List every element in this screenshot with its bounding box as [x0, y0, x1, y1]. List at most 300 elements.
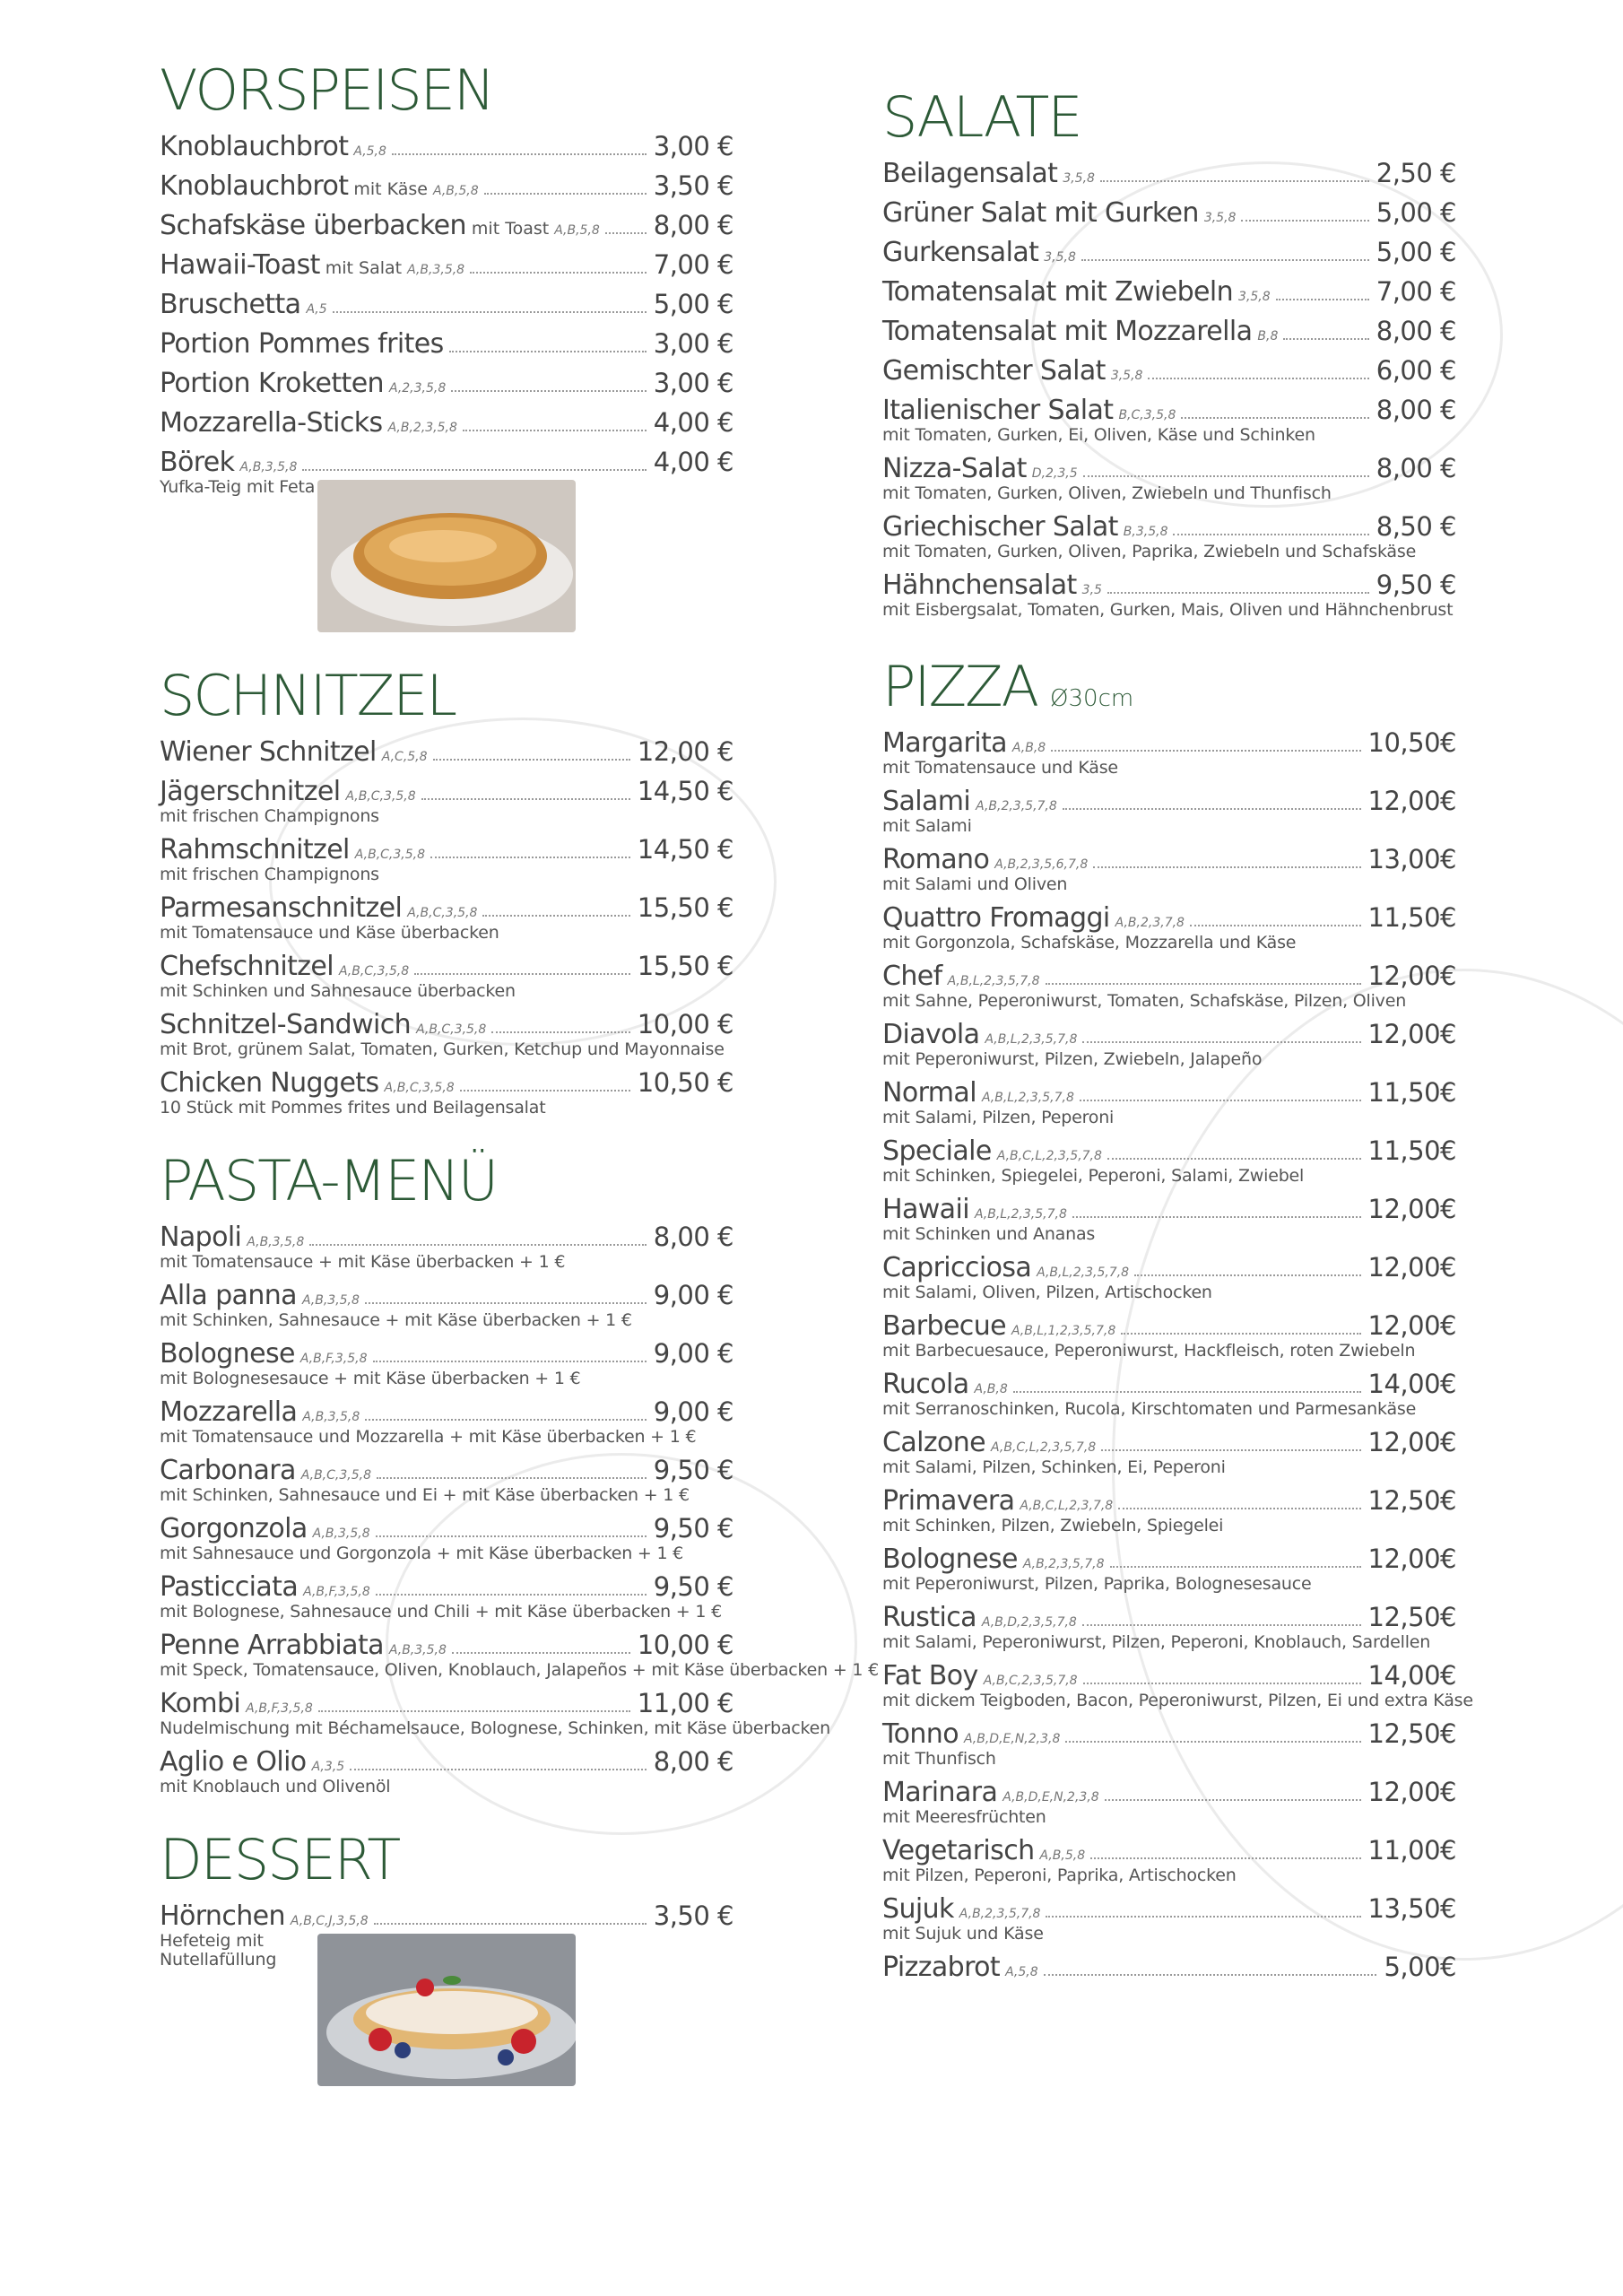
item-name: Aglio e Olio [160, 1746, 307, 1778]
item-name: Bruschetta [160, 289, 301, 320]
item-name: Portion Pommes frites [160, 328, 444, 360]
item-name: Barbecue [882, 1310, 1006, 1342]
item-name: Quattro Fromaggi [882, 902, 1110, 934]
item-description: mit frischen Champignons [160, 865, 379, 884]
item-allergen-codes: A,B,C,3,5,8 [416, 1022, 487, 1037]
item-price: 14,00€ [1367, 1369, 1456, 1399]
dotted-leader [449, 351, 647, 352]
item-description: mit Schinken und Sahnesauce überbacken [160, 981, 516, 1001]
item-name: Margarita [882, 727, 1007, 759]
list-item [160, 328, 850, 360]
list-item [160, 892, 850, 943]
item-name: Gemischter Salat [882, 355, 1106, 387]
item-name: Calzone [882, 1427, 986, 1458]
item-allergen-codes: A,B,F,3,5,8 [246, 1701, 313, 1716]
item-description: mit Knoblauch und Olivenöl [160, 1777, 391, 1796]
item-allergen-codes: A,B,C,3,5,8 [384, 1081, 455, 1095]
item-allergen-codes: A,B,3,5,8 [247, 1235, 305, 1249]
section-salate [882, 84, 1474, 620]
list-item [160, 289, 850, 320]
item-name: Gorgonzola [160, 1513, 308, 1544]
item-name: Hähnchensalat [882, 570, 1077, 601]
item-price: 10,00 € [637, 1009, 733, 1039]
dotted-leader [392, 153, 647, 155]
list-item [882, 197, 1474, 229]
item-name: Capricciosa [882, 1252, 1032, 1283]
dotted-leader [1100, 180, 1369, 182]
item-name: Mozzarella [160, 1396, 298, 1428]
item-price: 3,50 € [653, 170, 733, 201]
list-item [882, 1952, 1474, 1983]
list-salate [882, 158, 1474, 620]
list-item [160, 368, 850, 399]
item-allergen-codes: A,B,3,5,8 [239, 460, 298, 474]
item-description: mit Salami, Pilzen, Schinken, Ei, Peperoni [882, 1457, 1226, 1477]
list-item [882, 511, 1474, 561]
list-item [882, 1544, 1474, 1594]
item-description: mit Tomatensauce und Käse überbacken [160, 923, 499, 943]
item-price: 11,00€ [1367, 1835, 1456, 1866]
dotted-leader [1072, 1216, 1361, 1218]
dotted-leader [1082, 1624, 1361, 1626]
item-allergen-codes: 3,5,8 [1203, 211, 1237, 225]
item-price: 14,00€ [1367, 1660, 1456, 1691]
dotted-leader [433, 759, 630, 761]
dotted-leader [318, 1710, 630, 1712]
item-price: 14,50 € [637, 834, 733, 865]
dotted-leader [1107, 1158, 1361, 1160]
item-description: mit Sahnesauce und Gorgonzola + mit Käse überbacken + 1 € [160, 1544, 684, 1563]
item-price: 3,00 € [653, 131, 733, 161]
dotted-leader [1148, 378, 1368, 379]
item-description: mit Meeresfrüchten [882, 1807, 1046, 1827]
item-allergen-codes: A,B,3,5,8 [301, 1293, 360, 1308]
item-price: 12,00€ [1367, 1427, 1456, 1457]
item-price: 12,00€ [1367, 1777, 1456, 1807]
dotted-leader [470, 272, 647, 274]
item-price: 12,00€ [1367, 1252, 1456, 1283]
list-pizza [882, 727, 1474, 1983]
item-allergen-codes: A,B,C,3,5,8 [354, 848, 425, 862]
item-description: mit Peperoniwurst, Pilzen, Paprika, Bolognesesauce [882, 1574, 1312, 1594]
item-description: mit Pilzen, Peperoni, Paprika, Artischocken [882, 1866, 1237, 1885]
item-price: 9,50 € [653, 1513, 733, 1544]
item-description: mit frischen Champignons [160, 806, 379, 826]
item-price: 6,00 € [1376, 355, 1456, 386]
dotted-leader [1080, 1100, 1361, 1101]
list-item [160, 1900, 850, 2086]
item-price: 3,00 € [653, 368, 733, 398]
list-item [160, 1513, 850, 1563]
list-item [882, 1194, 1474, 1244]
dotted-leader [451, 390, 646, 392]
list-item [882, 1602, 1474, 1652]
item-allergen-codes: 3,5 [1081, 583, 1102, 597]
item-name: Primavera [882, 1485, 1015, 1517]
item-allergen-codes: A,B,2,3,5,8 [387, 421, 457, 435]
item-allergen-codes: A,B,D,E,N,2,3,8 [1002, 1790, 1099, 1805]
item-price: 9,50 € [653, 1571, 733, 1602]
list-item [882, 1660, 1474, 1710]
dotted-leader [1118, 1508, 1360, 1509]
list-item [160, 1338, 850, 1388]
dotted-leader [1082, 1041, 1360, 1043]
section-title-pasta: PASTA-MENÜ [160, 1148, 498, 1213]
item-description: mit Bolognesesauce + mit Käse überbacken + 1 € [160, 1369, 581, 1388]
item-description: mit Peperoniwurst, Pilzen, Zwiebeln, Jalapeño [882, 1049, 1263, 1069]
section-title-salate: SALATE [882, 84, 1081, 150]
item-price: 12,00€ [1367, 1544, 1456, 1574]
list-item [160, 1630, 880, 1680]
section-pizza [882, 654, 1474, 1983]
item-name: Romano [882, 844, 990, 875]
list-item [160, 834, 850, 884]
dotted-leader [1101, 1449, 1360, 1451]
item-name: Chicken Nuggets [160, 1067, 379, 1099]
item-allergen-codes: A,B,F,3,5,8 [299, 1352, 368, 1366]
item-name: Grüner Salat mit Gurken [882, 197, 1199, 229]
dotted-leader [421, 798, 630, 800]
item-description: mit Sujuk und Käse [882, 1924, 1044, 1944]
dotted-leader [1241, 220, 1368, 222]
item-name: Hörnchen [160, 1900, 285, 1932]
left-column [160, 57, 880, 2122]
item-name-suffix: mit Käse [353, 179, 428, 199]
item-name: Griechischer Salat [882, 511, 1118, 543]
item-allergen-codes: A,2,3,5,8 [388, 381, 447, 396]
item-description: mit Salami, Peperoniwurst, Pilzen, Peperoni, Knoblauch, Sardellen [882, 1632, 1431, 1652]
item-price: 15,50 € [637, 892, 733, 923]
item-name: Rustica [882, 1602, 976, 1633]
item-allergen-codes: A,B,3,5,8 [407, 263, 465, 277]
list-vorspeisen [160, 131, 850, 497]
dotted-leader [302, 469, 646, 471]
item-name: Alla panna [160, 1280, 297, 1311]
dotted-leader [482, 915, 629, 917]
list-item [882, 844, 1474, 894]
item-description: mit Serranoschinken, Rucola, Kirschtomaten und Parmesankäse [882, 1399, 1417, 1419]
item-name: Italienischer Salat [882, 395, 1114, 426]
list-item [160, 1455, 850, 1505]
item-allergen-codes: A,B,3,5,8 [302, 1410, 360, 1424]
item-price: 14,50 € [637, 776, 733, 806]
item-allergen-codes: A,5,8 [1005, 1965, 1038, 1979]
item-price: 8,00 € [1376, 316, 1456, 346]
item-description: mit Schinken und Ananas [882, 1224, 1096, 1244]
item-name-suffix: mit Salat [325, 258, 403, 278]
item-price: 12,00 € [637, 736, 733, 767]
item-price: 8,00 € [1376, 453, 1456, 483]
boerek-photo [317, 480, 576, 632]
item-price: 9,50 € [653, 1455, 733, 1485]
item-allergen-codes: A,B,C,3,5,8 [407, 906, 478, 920]
dotted-leader [1093, 866, 1360, 868]
item-allergen-codes: A,B,C,3,5,8 [338, 964, 410, 978]
item-description: mit Gorgonzola, Schafskäse, Mozzarella und Käse [882, 933, 1297, 952]
dotted-leader [605, 232, 647, 234]
item-allergen-codes: A,B,C,J,3,5,8 [290, 1914, 369, 1928]
dotted-leader [376, 1535, 647, 1537]
item-name: Jägerschnitzel [160, 776, 341, 807]
item-name: Tomatensalat mit Mozzarella [882, 316, 1253, 347]
item-description: mit Sahne, Peperoniwurst, Tomaten, Schafskäse, Pilzen, Oliven [882, 991, 1407, 1011]
list-item [882, 1369, 1474, 1419]
item-price: 8,50 € [1376, 511, 1456, 542]
item-description: mit Schinken, Spiegelei, Peperoni, Salami, Zwiebel [882, 1166, 1305, 1186]
item-price: 11,50€ [1367, 1135, 1456, 1166]
list-item [160, 776, 850, 826]
item-allergen-codes: A,B,5,8 [1039, 1848, 1086, 1863]
item-price: 12,00€ [1367, 961, 1456, 991]
item-name: Knoblauchbrot [160, 170, 349, 202]
dotted-leader [1181, 417, 1368, 419]
item-allergen-codes: A,B,5,8 [554, 223, 600, 238]
item-description: mit Salami und Oliven [882, 874, 1068, 894]
item-allergen-codes: A,B,D,2,3,5,7,8 [981, 1615, 1077, 1630]
item-allergen-codes: A,B,C,L,2,3,5,7,8 [991, 1440, 1097, 1455]
item-description: mit Tomaten, Gurken, Oliven, Paprika, Zwiebeln und Schafskäse [882, 542, 1417, 561]
item-price: 5,00 € [1376, 197, 1456, 228]
item-price: 8,00 € [1376, 395, 1456, 425]
item-name: Kombi [160, 1688, 241, 1719]
dotted-leader [1013, 1391, 1361, 1393]
item-description: 10 Stück mit Pommes frites und Beilagensalat [160, 1098, 546, 1118]
item-allergen-codes: A,B,D,E,N,2,3,8 [963, 1732, 1061, 1746]
item-allergen-codes: 3,5,8 [1044, 250, 1076, 265]
dotted-leader [1173, 534, 1368, 535]
dotted-leader [1083, 1683, 1361, 1684]
item-allergen-codes: A,B,2,3,5,7,8 [1022, 1557, 1105, 1571]
item-price: 12,50€ [1367, 1718, 1456, 1749]
item-description: mit Speck, Tomatensauce, Oliven, Knoblauch, Jalapeños + mit Käse überbacken + 1 € [160, 1660, 880, 1680]
list-item [160, 951, 850, 1001]
item-name: Börek [160, 447, 235, 478]
list-item [882, 786, 1474, 836]
list-item [882, 158, 1474, 189]
item-price: 12,50€ [1367, 1485, 1456, 1516]
item-name: Hawaii [882, 1194, 969, 1225]
item-name: Napoli [160, 1222, 242, 1253]
item-name: Vegetarisch [882, 1835, 1035, 1866]
item-name: Beilagensalat [882, 158, 1058, 189]
item-price: 12,00€ [1367, 1194, 1456, 1224]
item-name-suffix: mit Toast [471, 219, 550, 239]
dotted-leader [377, 1477, 647, 1479]
item-name: Portion Kroketten [160, 368, 384, 399]
item-name: Chefschnitzel [160, 951, 334, 982]
item-price: 10,00 € [637, 1630, 733, 1660]
item-allergen-codes: A,B,2,3,5,7,8 [976, 799, 1057, 813]
item-description-line1: Hefeteig mit [160, 1931, 264, 1951]
dotted-leader [1121, 1333, 1360, 1335]
dotted-leader [374, 1923, 647, 1925]
item-description: mit Salami, Oliven, Pilzen, Artischocken [882, 1283, 1212, 1302]
list-item [882, 1893, 1474, 1944]
dotted-leader [350, 1769, 647, 1770]
item-price: 5,00€ [1384, 1952, 1456, 1982]
list-item [160, 1067, 850, 1118]
list-pasta [160, 1222, 880, 1796]
list-item [882, 453, 1474, 503]
item-name: Salami [882, 786, 971, 817]
list-item [882, 1718, 1474, 1769]
item-allergen-codes: A,B,C,L,2,3,7,8 [1020, 1499, 1114, 1513]
item-price: 9,00 € [653, 1396, 733, 1427]
item-description: mit Schinken, Sahnesauce + mit Käse überbacken + 1 € [160, 1310, 632, 1330]
item-name: Normal [882, 1077, 976, 1109]
item-description: mit Salami [882, 816, 972, 836]
dotted-leader [1081, 259, 1369, 261]
list-item [882, 1077, 1474, 1127]
list-item [160, 1222, 850, 1272]
dotted-leader [1083, 475, 1369, 477]
list-item [160, 1688, 850, 1738]
item-name: Pasticciata [160, 1571, 299, 1603]
item-description: mit Brot, grünem Salat, Tomaten, Gurken, Ketchup und Mayonnaise [160, 1039, 725, 1059]
list-item [882, 355, 1474, 387]
item-description: mit Schinken, Pilzen, Zwiebeln, Spiegelei [882, 1516, 1224, 1535]
item-allergen-codes: A,B,2,3,5,7,8 [959, 1907, 1041, 1921]
dotted-leader [333, 311, 647, 313]
item-price: 7,00 € [653, 249, 733, 280]
item-allergen-codes: A,B,2,3,7,8 [1115, 916, 1185, 930]
item-allergen-codes: A,B,3,5,8 [388, 1643, 447, 1657]
item-price: 15,50 € [637, 951, 733, 981]
item-name: Rahmschnitzel [160, 834, 350, 865]
item-allergen-codes: A,B,2,3,5,6,7,8 [994, 857, 1089, 872]
item-allergen-codes: A,B,5,8 [433, 184, 479, 198]
list-item [160, 736, 850, 768]
item-price: 12,50€ [1367, 1602, 1456, 1632]
dotted-leader [373, 1361, 647, 1362]
list-item [882, 1427, 1474, 1477]
item-price: 12,00€ [1367, 1019, 1456, 1049]
dotted-leader [491, 1031, 630, 1033]
list-item [882, 1135, 1474, 1186]
item-description: mit Tomatensauce + mit Käse überbacken + 1 € [160, 1252, 566, 1272]
item-allergen-codes: D,2,3,5 [1031, 466, 1078, 481]
item-price: 10,50€ [1367, 727, 1456, 758]
list-item [882, 961, 1474, 1011]
item-description: mit dickem Teigboden, Bacon, Peperoniwurst, Pilzen, Ei und extra Käse [882, 1691, 1473, 1710]
item-name: Speciale [882, 1135, 992, 1167]
item-price: 8,00 € [653, 1222, 733, 1252]
item-price: 11,00 € [637, 1688, 733, 1718]
dotted-leader [1063, 808, 1361, 810]
item-price: 11,50€ [1367, 902, 1456, 933]
list-item [160, 170, 850, 202]
item-price: 11,50€ [1367, 1077, 1456, 1108]
section-pasta [160, 1148, 880, 1796]
list-item [882, 727, 1474, 778]
list-item [160, 1571, 850, 1622]
section-title-dessert: DESSERT [160, 1827, 400, 1892]
list-item [882, 1835, 1474, 1885]
item-name: Wiener Schnitzel [160, 736, 377, 768]
section-vorspeisen [160, 57, 850, 632]
item-price: 5,00 € [1376, 237, 1456, 267]
pizza-size: Ø30cm [1050, 685, 1134, 712]
item-allergen-codes: B,C,3,5,8 [1118, 408, 1176, 422]
dotted-leader [1046, 983, 1361, 985]
item-name: Carbonara [160, 1455, 296, 1486]
item-name: Schnitzel-Sandwich [160, 1009, 412, 1040]
item-allergen-codes: 3,5,8 [1238, 290, 1271, 304]
item-name: Chef [882, 961, 942, 992]
dotted-leader [1276, 299, 1369, 300]
section-title-pizza [882, 654, 1474, 719]
item-allergen-codes: A,B,C,2,3,5,7,8 [983, 1674, 1078, 1688]
item-price: 4,00 € [653, 407, 733, 438]
item-name: Diavola [882, 1019, 980, 1050]
section-schnitzel [160, 663, 850, 1118]
item-price: 8,00 € [653, 1746, 733, 1777]
list-item [882, 570, 1474, 620]
list-item [882, 1777, 1474, 1827]
item-name: Bolognese [160, 1338, 295, 1370]
item-name: Nizza-Salat [882, 453, 1027, 484]
list-item [882, 276, 1474, 308]
list-item [882, 237, 1474, 268]
item-allergen-codes: A,B,L,2,3,5,7,8 [981, 1091, 1074, 1105]
dotted-leader [1190, 925, 1361, 926]
list-schnitzel [160, 736, 850, 1118]
list-item [882, 1019, 1474, 1069]
item-description: mit Barbecuesauce, Peperoniwurst, Hackfleisch, roten Zwiebeln [882, 1341, 1416, 1361]
item-name: Gurkensalat [882, 237, 1039, 268]
item-description: mit Schinken, Sahnesauce und Ei + mit Käse überbacken + 1 € [160, 1485, 690, 1505]
section-title-vorspeisen: VORSPEISEN [160, 57, 494, 123]
item-allergen-codes: A,B,8 [974, 1382, 1008, 1396]
list-item [160, 1009, 850, 1059]
item-description: mit Thunfisch [882, 1749, 996, 1769]
item-allergen-codes: A,B,F,3,5,8 [303, 1585, 370, 1599]
item-allergen-codes: A,3,5 [311, 1760, 345, 1774]
item-description: mit Tomaten, Gurken, Ei, Oliven, Käse und Schinken [882, 425, 1315, 445]
dotted-leader [1090, 1857, 1360, 1859]
item-description: mit Tomatensauce und Käse [882, 758, 1118, 778]
list-item [160, 210, 850, 241]
item-description: mit Eisbergsalat, Tomaten, Gurken, Mais, Oliven und Hähnchenbrust [882, 600, 1454, 620]
item-price: 12,00€ [1367, 1310, 1456, 1341]
list-item [160, 1746, 850, 1796]
item-name: Penne Arrabbiata [160, 1630, 384, 1661]
list-item [882, 1252, 1474, 1302]
list-item [160, 1280, 850, 1330]
dotted-leader [1107, 592, 1369, 594]
item-price: 3,50 € [653, 1900, 733, 1931]
list-item [160, 249, 850, 281]
item-description-line2: Nutellafüllung [160, 1950, 277, 1970]
dotted-leader [1044, 1974, 1377, 1976]
item-description: mit Tomaten, Gurken, Oliven, Zwiebeln und Thunfisch [882, 483, 1332, 503]
dotted-leader [484, 193, 647, 195]
item-price: 4,00 € [653, 447, 733, 477]
dotted-leader [1046, 1916, 1360, 1918]
dotted-leader [309, 1244, 646, 1246]
item-price: 7,00 € [1376, 276, 1456, 307]
item-name: Marinara [882, 1777, 998, 1808]
item-allergen-codes: A,B,L,2,3,5,7,8 [974, 1207, 1067, 1222]
item-allergen-codes: B,3,5,8 [1123, 525, 1168, 539]
item-allergen-codes: A,B,8 [1011, 741, 1046, 755]
item-name: Rucola [882, 1369, 969, 1400]
item-allergen-codes: A,B,L,2,3,5,7,8 [985, 1032, 1078, 1047]
item-price: 8,00 € [653, 210, 733, 240]
dotted-leader [1051, 750, 1360, 752]
dotted-leader [460, 1090, 630, 1091]
item-name: Hawaii-Toast [160, 249, 320, 281]
